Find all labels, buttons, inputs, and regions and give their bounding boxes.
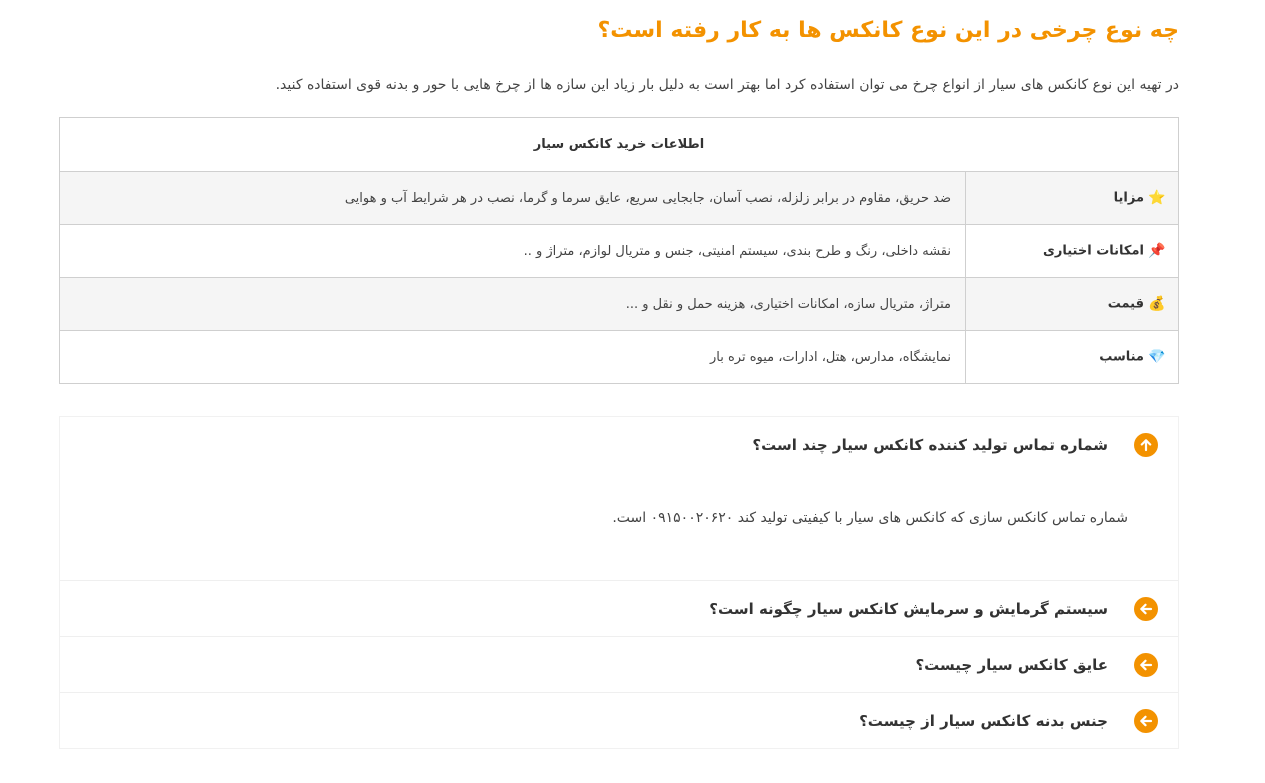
faq-question-toggle[interactable] <box>60 417 1178 472</box>
row-key-label: مناسب <box>1099 349 1144 365</box>
table-title: اطلاعات خرید کانکس سیار <box>60 118 1179 172</box>
faq-accordion <box>59 416 1179 749</box>
row-key-label: امکانات اختیاری <box>1042 243 1144 259</box>
row-key <box>966 225 1179 278</box>
row-value: نمایشگاه، مدارس، هتل، ادارات، میوه تره بار <box>60 331 966 384</box>
row-key-label: قیمت <box>1107 296 1144 312</box>
faq-item <box>60 637 1178 693</box>
row-value: متراژ، متریال سازه، امکانات اختیاری، هزینه حمل و نقل و ... <box>60 278 966 331</box>
arrow-up-circle-icon[interactable] <box>1134 433 1158 457</box>
pushpin-icon: 📌 <box>1148 243 1166 259</box>
faq-item <box>60 581 1178 637</box>
faq-question-text[interactable]: سیستم گرمایش و سرمایش کانکس سیار چگونه است؟ <box>709 599 1108 618</box>
row-key <box>966 278 1179 331</box>
gem-icon: 💎 <box>1148 349 1166 365</box>
faq-item <box>60 693 1178 748</box>
faq-item <box>60 417 1178 581</box>
row-value: نقشه داخلی، رنگ و طرح بندی، سیستم امنیتی، جنس و متریال لوازم، متراژ و .. <box>60 225 966 278</box>
table-row <box>60 278 1179 331</box>
row-key-label: مزایا <box>1113 190 1144 206</box>
faq-answer: شماره تماس کانکس سازی که کانکس های سیار با کیفیتی تولید کند ۰۹۱۵۰۰۲۰۶۲۰ است. <box>612 510 1128 526</box>
faq-question-toggle[interactable] <box>60 581 1178 636</box>
table-row <box>60 172 1179 225</box>
faq-question-text[interactable]: عایق کانکس سیار چیست؟ <box>915 655 1108 674</box>
money-bag-icon: 💰 <box>1148 296 1166 312</box>
intro-paragraph: در تهیه این نوع کانکس های سیار از انواع چرخ می توان استفاده کرد اما بهتر است به دلیل بار زیاد این سازه ها از چرخ هایی با حور و بدنه قوی استفاده کنید. <box>275 77 1179 93</box>
row-key <box>966 172 1179 225</box>
table-row <box>60 225 1179 278</box>
arrow-left-circle-icon[interactable] <box>1134 653 1158 677</box>
faq-question-text[interactable]: جنس بدنه کانکس سیار از چیست؟ <box>859 711 1108 730</box>
star-icon: ⭐ <box>1148 190 1166 206</box>
arrow-left-circle-icon[interactable] <box>1134 709 1158 733</box>
faq-question-toggle[interactable] <box>60 637 1178 692</box>
row-key <box>966 331 1179 384</box>
table-row <box>60 331 1179 384</box>
section-heading: چه نوع چرخی در این نوع کانکس ها به کار رفته است؟ <box>597 18 1179 43</box>
row-value: ضد حریق، مقاوم در برابر زلزله، نصب آسان، جابجایی سریع، عایق سرما و گرما، نصب در هر شرایط آب و هوایی <box>60 172 966 225</box>
purchase-info-table <box>59 117 1179 384</box>
faq-question-toggle[interactable] <box>60 693 1178 748</box>
arrow-left-circle-icon[interactable] <box>1134 597 1158 621</box>
faq-question-text[interactable]: شماره تماس تولید کننده کانکس سیار چند است؟ <box>752 435 1108 454</box>
